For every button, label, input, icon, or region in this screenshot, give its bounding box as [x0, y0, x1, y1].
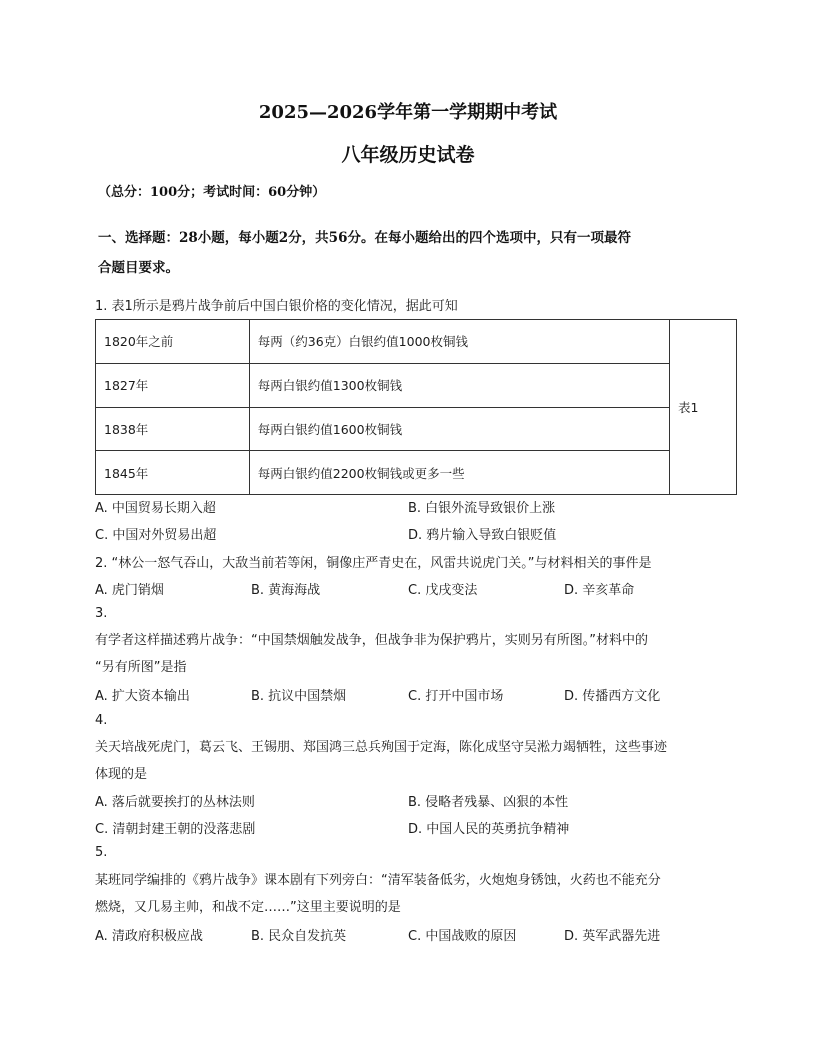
table-row — [96, 407, 737, 451]
q1-option-d[interactable]: D. 鸦片输入导致白银贬值 — [408, 528, 557, 543]
q4-option-d[interactable]: D. 中国人民的英勇抗争精神 — [408, 822, 570, 837]
q2-option-a[interactable]: A. 虎门销烟 — [95, 583, 164, 598]
q3-stem-cont: “另有所图”是指 — [95, 660, 187, 675]
table-caption: 表1 — [670, 320, 737, 495]
exam-subtitle: 八年级历史试卷 — [341, 144, 475, 166]
q3-option-a[interactable]: A. 扩大资本输出 — [95, 689, 190, 704]
q5-number: 5. — [95, 845, 108, 860]
table-cell-year: 1827年 — [96, 363, 250, 407]
q3-stem: 有学者这样描述鸦片战争：“中国禁烟触发战争，但战争非为保护鸦片，实则另有所图。”材料中的 — [95, 633, 648, 648]
q1-option-b[interactable]: B. 白银外流导致银价上涨 — [408, 501, 556, 516]
table-row — [96, 320, 737, 364]
q5-option-b[interactable]: B. 民众自发抗英 — [251, 929, 347, 944]
exam-title: 2025—2026学年第一学期期中考试 — [258, 102, 558, 123]
q2-option-d[interactable]: D. 辛亥革命 — [564, 583, 635, 598]
q4-option-c[interactable]: C. 清朝封建王朝的没落悲剧 — [95, 822, 256, 837]
table-cell-year: 1838年 — [96, 407, 250, 451]
table-row — [96, 363, 737, 407]
q1-option-a[interactable]: A. 中国贸易长期入超 — [95, 501, 216, 516]
table-cell-value: 每两白银约值2200枚铜钱或更多一些 — [249, 451, 669, 495]
q2-option-c[interactable]: C. 戊戌变法 — [408, 583, 478, 598]
q3-option-c[interactable]: C. 打开中国市场 — [408, 689, 504, 704]
silver-price-table — [95, 319, 737, 495]
q3-number: 3. — [95, 606, 108, 621]
q3-option-d[interactable]: D. 传播西方文化 — [564, 689, 661, 704]
table-row — [96, 451, 737, 495]
table-cell-year: 1820年之前 — [96, 320, 250, 364]
q2-option-b[interactable]: B. 黄海海战 — [251, 583, 321, 598]
q1-option-c[interactable]: C. 中国对外贸易出超 — [95, 528, 217, 543]
section-heading-cont: 合题目要求。 — [98, 260, 179, 276]
table-cell-year: 1845年 — [96, 451, 250, 495]
exam-meta: （总分：100分；考试时间：60分钟） — [98, 185, 326, 200]
table-cell-value: 每两白银约值1300枚铜钱 — [249, 363, 669, 407]
q1-stem: 1. 表1所示是鸦片战争前后中国白银价格的变化情况，据此可知 — [95, 299, 458, 314]
q4-number: 4. — [95, 713, 108, 728]
section-heading: 一、选择题：28小题，每小题2分，共56分。在每小题给出的四个选项中，只有一项最符 — [98, 230, 631, 246]
table-cell-value: 每两白银约值1600枚铜钱 — [249, 407, 669, 451]
q4-option-a[interactable]: A. 落后就要挨打的丛林法则 — [95, 795, 255, 810]
q5-option-a[interactable]: A. 清政府积极应战 — [95, 929, 203, 944]
q2-stem: 2. “林公一怒气吞山，大敌当前若等闲，铜像庄严青史在，风雷共说虎门关。”与材料相关的事件是 — [95, 556, 652, 571]
q5-option-c[interactable]: C. 中国战败的原因 — [408, 929, 517, 944]
q5-stem-cont: 燃烧，又几易主帅，和战不定……”这里主要说明的是 — [95, 900, 401, 915]
table-cell-value: 每两（约36克）白银约值1000枚铜钱 — [249, 320, 669, 364]
q5-stem: 某班同学编排的《鸦片战争》课本剧有下列旁白：“清军装备低劣，火炮炮身锈蚀，火药也不能充分 — [95, 873, 661, 888]
q5-option-d[interactable]: D. 英军武器先进 — [564, 929, 661, 944]
q4-stem-cont: 体现的是 — [95, 767, 148, 782]
q4-option-b[interactable]: B. 侵略者残暴、凶狠的本性 — [408, 795, 569, 810]
q3-option-b[interactable]: B. 抗议中国禁烟 — [251, 689, 347, 704]
q4-stem: 关天培战死虎门，葛云飞、王锡朋、郑国鸿三总兵殉国于定海，陈化成坚守吴淞力竭牺牲，这些事迹 — [95, 740, 668, 755]
